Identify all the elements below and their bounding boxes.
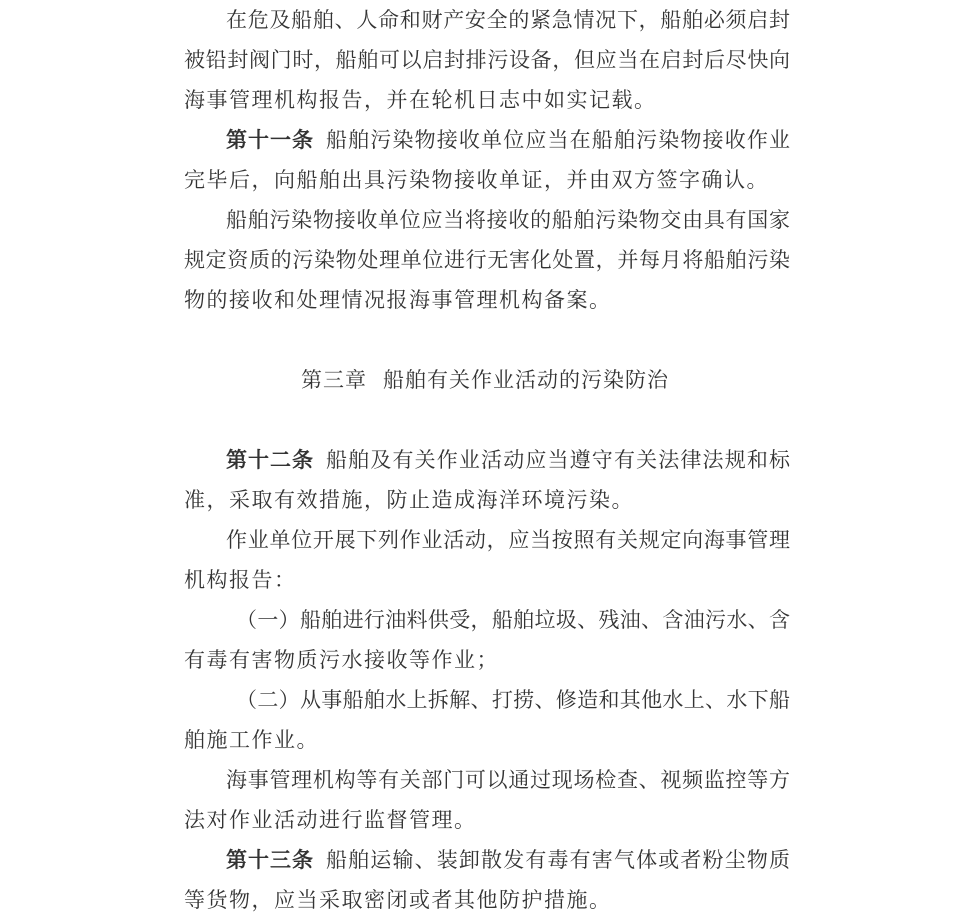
paragraph-line: 作业单位开展下列作业活动，应当按照有关规定向海事管理 — [226, 528, 790, 552]
article-11-label: 第十一条 — [226, 128, 314, 152]
article-11-first-line — [226, 126, 790, 154]
article-13-first-line — [226, 846, 790, 874]
list-item-line: （一）船舶进行油料供受，船舶垃圾、残油、含油污水、含 — [236, 608, 790, 632]
list-item-line: （二）从事船舶水上拆解、打捞、修造和其他水上、水下船 — [236, 688, 790, 712]
paragraph-line: 在危及船舶、人命和财产安全的紧急情况下，船舶必须启封 — [226, 8, 790, 32]
chapter-title: 船舶有关作业活动的污染防治 — [383, 368, 669, 392]
chapter-number: 第三章 — [301, 368, 367, 392]
paragraph-line: 等货物，应当采取密闭或者其他防护措施。 — [184, 888, 612, 912]
paragraph-line: 海事管理机构报告，并在轮机日志中如实记载。 — [184, 88, 657, 112]
paragraph-line: 物的接收和处理情况报海事管理机构备案。 — [184, 288, 612, 312]
paragraph-line: 被铅封阀门时，船舶可以启封排污设备，但应当在启封后尽快向 — [184, 48, 790, 72]
paragraph-line: 准，采取有效措施，防止造成海洋环境污染。 — [184, 488, 634, 512]
paragraph-text: 船舶运输、装卸散发有毒有害气体或者粉尘物质 — [326, 848, 790, 872]
paragraph-text: 船舶污染物接收单位应当在船舶污染物接收作业 — [326, 128, 790, 152]
article-12-label: 第十二条 — [226, 448, 314, 472]
paragraph-line: 规定资质的污染物处理单位进行无害化处置，并每月将船舶污染 — [184, 248, 790, 272]
chapter-heading — [0, 366, 970, 394]
paragraph-line: 完毕后，向船舶出具污染物接收单证，并由双方签字确认。 — [184, 168, 769, 192]
paragraph-line: 船舶污染物接收单位应当将接收的船舶污染物交由具有国家 — [226, 208, 790, 232]
list-item-line: 有毒有害物质污水接收等作业； — [184, 648, 499, 672]
paragraph-line: 机构报告： — [184, 568, 297, 592]
paragraph-text: 船舶及有关作业活动应当遵守有关法律法规和标 — [326, 448, 790, 472]
paragraph-line: 法对作业活动进行监督管理。 — [184, 808, 477, 832]
paragraph-line: 海事管理机构等有关部门可以通过现场检查、视频监控等方 — [226, 768, 790, 792]
article-12-first-line — [226, 446, 790, 474]
list-item-line: 舶施工作业。 — [184, 728, 319, 752]
article-13-label: 第十三条 — [226, 848, 314, 872]
